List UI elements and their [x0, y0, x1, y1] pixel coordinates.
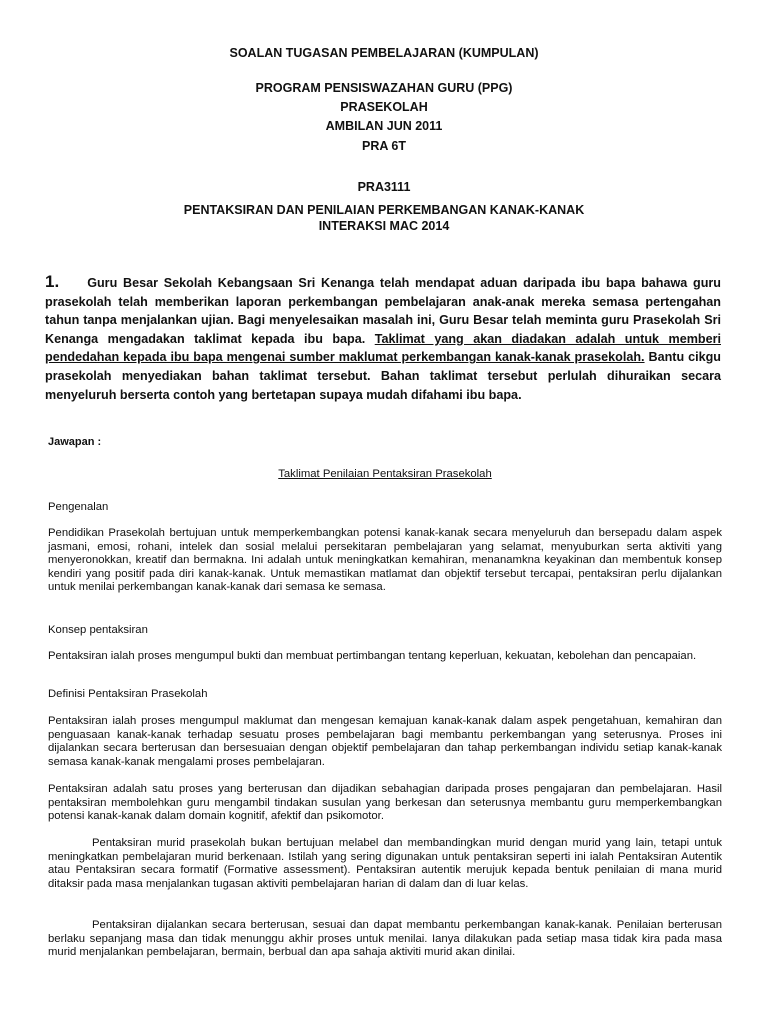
paragraph-konsep: Pentaksiran ialah proses mengumpul bukti dan membuat pertimbangan tentang keperluan, kekuatan, kebolehan dan pencapaian. [48, 650, 697, 662]
question-block [45, 273, 721, 404]
paragraph-definisi-2: Pentaksiran adalah satu proses yang berterusan dan dijadikan sebahagian daripada proses pengajaran dan pembelajaran. Hasil pentaksiran membolehkan guru mengambil tindakan susulan yang berkesan dan seterusnya membantu guru memperkembangkan potensi kanak-kanak dalam domain kognitif, afektif dan psikomotor. [48, 783, 722, 822]
question-text-end: Bantu cikgu prasekolah menyediakan bahan taklimat tersebut. Bahan taklimat tersebut perlulah dihuraikan secara menyeluruh berserta contoh yang bertetapan supaya mudah difahami ibu bapa. [45, 350, 721, 402]
paragraph-definisi-3: Pentaksiran murid prasekolah bukan bertujuan melabel dan membandingkan murid dengan murid yang lain, tetapi untuk meningkatkan pembelajaran murid berkenaan. Istilah yang sering digunakan untuk pentaksiran seperti ini ialah Pentaksiran Autentik atau Pentaksiran secara formatif (Formative assessment). Pentaksiran autentik merujuk kepada bentuk penilaian di mana murid ditaksir pada masa menjalankan tugasan aktiviti pembelajaran harian di dalam dan di luar kelas. [48, 837, 722, 890]
heading-pengenalan: Pengenalan [48, 501, 109, 513]
paragraph-definisi-1: Pentaksiran ialah proses mengumpul maklumat dan mengesan kemajuan kanak-kanak dalam aspek pengetahuan, kemahiran dan penguasaan kanak-kanak terhadap sesuatu proses pembelajaran bagi membantu perkembangan yang seterusnya. Proses ini dijalankan secara berterusan dan bersesuaian dengan objektif pembelajaran dan tahap perkembangan individu setiap kanak-kanak semasa kanak-kanak mengalami proses pembelajaran. [48, 715, 722, 768]
program-level: PRASEKOLAH [340, 100, 428, 114]
doc-heading: SOALAN TUGASAN PEMBELAJARAN (KUMPULAN) [229, 46, 539, 60]
question-text: Guru Besar Sekolah Kebangsaan Sri Kenanga telah mendapat aduan daripada ibu bapa bahawa guru prasekolah telah memberikan laporan perkembangan pembelajaran anak-anak mereka semasa pertengahan tahun tanpa menjalankan ujian. Bagi menyelesaikan masalah ini, Guru Besar telah meminta guru Prasekolah Sri Kenanga mengadakan taklimat kepada ibu bapa. [45, 276, 721, 346]
answer-label: Jawapan : [48, 436, 102, 448]
intake: AMBILAN JUN 2011 [325, 119, 443, 133]
heading-definisi: Definisi Pentaksiran Prasekolah [48, 688, 208, 700]
question-underlined: Taklimat yang akan diadakan adalah untuk memberi pendedahan kepada ibu bapa mengenai sumber maklumat perkembangan kanak-kanak prasekolah. [45, 331, 721, 365]
course-code: PRA3111 [357, 180, 411, 194]
question-number: 1. [45, 272, 60, 291]
session: INTERAKSI MAC 2014 [318, 219, 450, 233]
course-title: PENTAKSIRAN DAN PENILAIAN PERKEMBANGAN KANAK-KANAK [183, 203, 585, 217]
program-title: PROGRAM PENSISWAZAHAN GURU (PPG) [255, 81, 513, 95]
heading-konsep: Konsep pentaksiran [48, 624, 148, 636]
class-code: PRA 6T [362, 139, 406, 153]
paragraph-definisi-4: Pentaksiran dijalankan secara berterusan, sesuai dan dapat membantu perkembangan kanak-kanak. Penilaian berterusan berlaku sepanjang masa dan tidak menunggu akhir proses untuk menilai. Ianya dilakukan pada setiap masa tidak kira pada masa murid menjalankan pembelajaran, bermain, berbual dan apa sahaja aktiviti murid akan dinilai. [48, 919, 722, 958]
paragraph-pengenalan: Pendidikan Prasekolah bertujuan untuk memperkembangkan potensi kanak-kanak secara menyeluruh dan bersepadu dalam aspek jasmani, emosi, rohani, intelek dan sosial melalui persekitaran pembelajaran yang selamat, menyuburkan serta aktiviti yang menyeronokkan, kreatif dan bermakna. Ini adalah untuk meningkatkan kemahiran, menanamkna keyakinan dan membentuk konsep kendiri yang positif pada diri kanak-kanak. Untuk memastikan matlamat dan objektif tersebut tercapai, pentaksiran perlu dijalankan untuk menilai perkembangan kanak-kanak dari semasa ke semasa. [48, 527, 722, 593]
answer-title: Taklimat Penilaian Pentaksiran Prasekolah [278, 468, 492, 480]
